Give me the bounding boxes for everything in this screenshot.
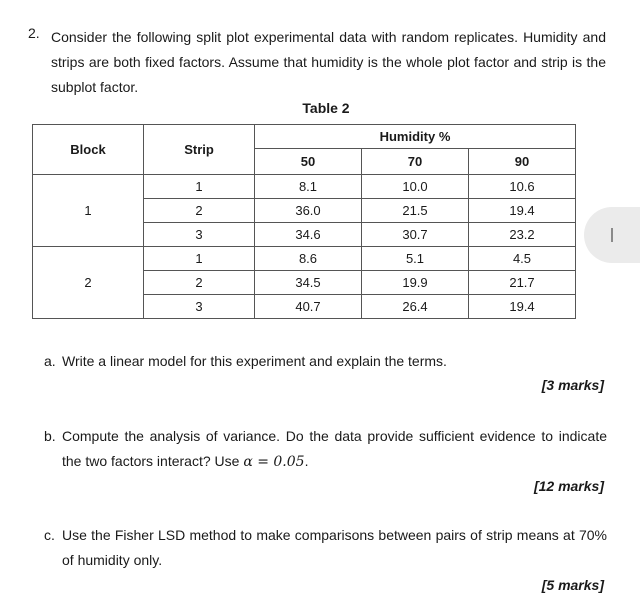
table-caption: Table 2 [302,100,350,116]
value-cell: 21.7 [469,271,576,295]
value-cell: 34.5 [255,271,362,295]
value-cell: 21.5 [362,199,469,223]
header-strip: Strip [144,125,255,175]
part-b [44,424,607,475]
part-c [44,523,607,573]
value-cell: 40.7 [255,295,362,319]
value-cell: 19.4 [469,199,576,223]
value-cell: 8.6 [255,247,362,271]
alpha-expression: α = 0.05 [243,454,305,470]
part-c-label: c. [44,527,55,543]
part-a-marks: [3 marks] [541,377,604,393]
value-cell: 36.0 [255,199,362,223]
part-c-marks: [5 marks] [541,577,604,593]
drag-handle-icon [611,228,613,242]
part-a-label: a. [44,353,56,369]
value-cell: 19.4 [469,295,576,319]
part-b-label: b. [44,428,56,444]
strip-cell: 1 [144,175,255,199]
value-cell: 30.7 [362,223,469,247]
value-cell: 10.0 [362,175,469,199]
header-block: Block [33,125,144,175]
strip-cell: 3 [144,223,255,247]
value-cell: 8.1 [255,175,362,199]
part-a [44,349,607,374]
strip-cell: 2 [144,271,255,295]
header-level-50: 50 [255,149,362,175]
question-text: Consider the following split plot experimental data with random replicates. Humidity and strips are both fixed factors. Assume that humidity is the whole plot factor and strip is the subplot factor. [51,29,606,95]
value-cell: 23.2 [469,223,576,247]
value-cell: 34.6 [255,223,362,247]
part-b-marks: [12 marks] [533,478,604,494]
value-cell: 5.1 [362,247,469,271]
value-cell: 26.4 [362,295,469,319]
value-cell: 10.6 [469,175,576,199]
question-number: 2. [28,25,40,41]
side-panel-handle[interactable] [584,207,640,263]
header-level-70: 70 [362,149,469,175]
strip-cell: 3 [144,295,255,319]
part-a-text: Write a linear model for this experiment and explain the terms. [62,353,447,369]
block-label: 2 [33,247,144,319]
value-cell: 19.9 [362,271,469,295]
block-label: 1 [33,175,144,247]
table-header-row [33,125,576,149]
part-b-text-end: . [304,453,309,469]
data-table [32,124,576,319]
part-b-text: Compute the analysis of variance. Do the data provide sufficient evidence to indicate the two factors interact? Use [62,428,607,469]
strip-cell: 2 [144,199,255,223]
part-c-text: Use the Fisher LSD method to make comparisons between pairs of strip means at 70% of humidity only. [62,527,607,568]
table-row [33,247,576,271]
header-level-90: 90 [469,149,576,175]
header-humidity: Humidity % [255,125,576,149]
strip-cell: 1 [144,247,255,271]
table-row [33,175,576,199]
value-cell: 4.5 [469,247,576,271]
